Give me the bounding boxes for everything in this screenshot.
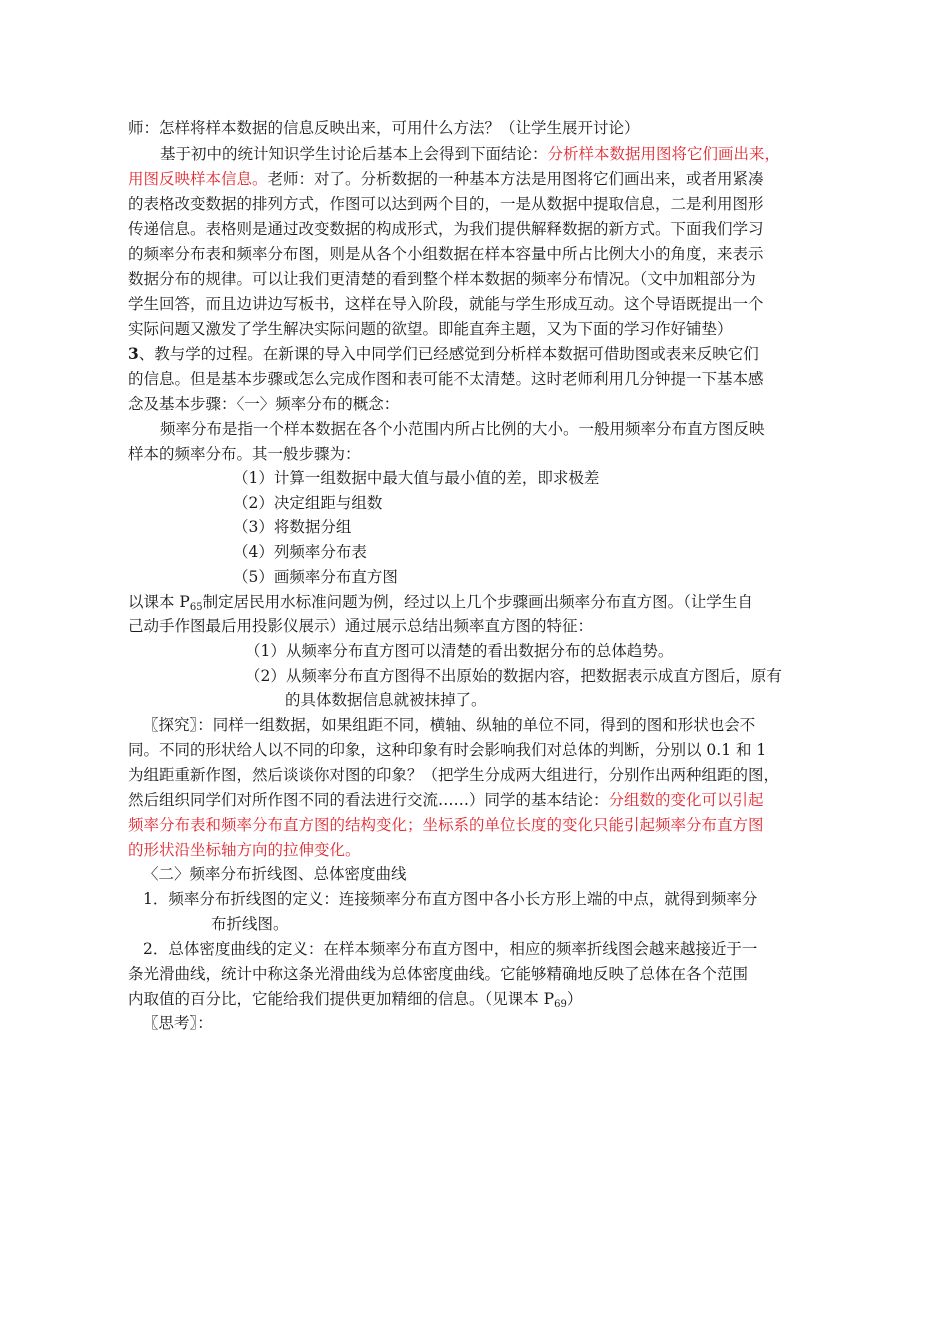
text-line: 2．总体密度曲线的定义：在样本频率分布直方图中，相应的频率折线图会越来越接近于一 [143,940,758,958]
text-line [128,838,361,862]
text-line: 用图反映样本信息。老师：对了。分析数据的一种基本方法是用图将它们画出来，或者用紧凑 [128,170,764,188]
text-line: 实际问题又激发了学生解决实际问题的欲望。即能直奔主题，又为下面的学习作好铺垫） [128,320,733,338]
text-line: 3、教与学的过程。在新课的导入中同学们已经感觉到分析样本数据可借助图或表来反映它们 [128,344,759,363]
text-line: 布折线图。 [211,915,289,933]
highlighted-text: 用图反映样本信息。 [128,170,268,188]
section-number: 3 [128,344,139,363]
text-line: 的具体数据信息就被抹掉了。 [285,691,487,709]
text-line: 然后组织同学们对所作图不同的看法进行交流……）同学的基本结论：分组数的变化可以引起 [128,791,764,809]
list-item: （5）画频率分布直方图 [233,568,398,586]
text-line: 内取值的百分比，它能给我们提供更加精细的信息。（见课本 $P_{69}$） [128,990,583,1010]
list-item: （3）将数据分组 [233,518,352,536]
text-line: 为组距重新作图，然后谈谈你对图的印象？（把学生分成两大组进行，分别作出两种组距的图， [128,766,780,784]
text-line: 己动手作图最后用投影仪展示）通过展示总结出频率直方图的特征： [128,617,594,635]
list-item: （2）从频率分布直方图得不出原始的数据内容，把数据表示成直方图后，原有 [245,667,782,685]
text-line: 频率分布是指一个样本数据在各个小范围内所占比例的大小。一般用频率分布直方图反映 [160,420,765,438]
text-line: 师：怎样将样本数据的信息反映出来，可用什么方法？（让学生展开讨论） [128,119,640,137]
text-line: 同。不同的形状给人以不同的印象，这种印象有时会影响我们对总体的判断，分别以 0.1 和 1 [128,741,767,759]
text-line: 的频率分布表和频率分布图，则是从各个小组数据在样本容量中所占比例大小的角度，来表示 [128,245,764,263]
text-line: 基于初中的统计知识学生讨论后基本上会得到下面结论：分析样本数据用图将它们画出来， [160,145,781,163]
highlighted-text: 频率分布表和频率分布直方图的结构变化；坐标系的单位长度的变化只能引起频率分布直方图 [128,816,764,834]
text-line: 条光滑曲线，统计中称这条光滑曲线为总体密度曲线。它能够精确地反映了总体在各个范围 [128,965,749,983]
text-line: 念及基本步骤：〈一〉频率分布的概念： [128,395,400,413]
text-line: 的表格改变数据的排列方式，作图可以达到两个目的，一是从数据中提取信息，二是利用图形 [128,195,764,213]
list-item: （1）计算一组数据中最大值与最小值的差，即求极差 [233,469,600,487]
highlighted-text: 分析样本数据用图将它们画出来， [547,145,781,163]
text-line: 〖探究〗：同样一组数据，如果组距不同，横轴、纵轴的单位不同，得到的图和形状也会不 [143,716,756,734]
highlighted-text: 的形状沿坐标轴方向的拉伸变化。 [128,841,361,859]
text-line: 以课本 $P_{65}$制定居民用水标准问题为例，经过以上几个步骤画出频率分布直方图。（让学生自 [128,593,753,613]
text-line: 样本的频率分布。其一般步骤为： [128,445,361,463]
list-item: （2）决定组距与组数 [233,494,383,512]
list-item: （1）从频率分布直方图可以清楚的看出数据分布的总体趋势。 [245,642,674,660]
text-line: 学生回答，而且边讲边写板书，这样在导入阶段，就能与学生形成互动。这个导语既提出一个 [128,295,764,313]
highlighted-text: 分组数的变化可以引起 [608,791,764,809]
list-item: （4）列频率分布表 [233,543,367,561]
text-line: 〖思考〗： [143,1014,213,1032]
text-line [128,813,764,837]
text-line: 数据分布的规律。可以让我们更清楚的看到整个样本数据的频率分布情况。（文中加粗部分为 [128,270,756,288]
section-heading: 〈二〉频率分布折线图、总体密度曲线 [143,865,407,883]
text-line: 1．频率分布折线图的定义：连接频率分布直方图中各小长方形上端的中点，就得到频率分 [143,890,758,908]
text-line: 的信息。但是基本步骤或怎么完成作图和表可能不太清楚。这时老师利用几分钟提一下基本感 [128,370,764,388]
text-line: 传递信息。表格则是通过改变数据的构成形式，为我们提供解释数据的新方式。下面我们学习 [128,220,764,238]
